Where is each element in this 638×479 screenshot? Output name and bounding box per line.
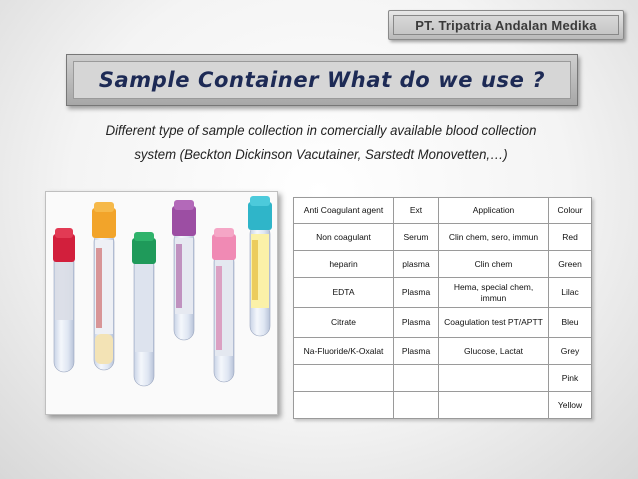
header-ext: Ext — [394, 198, 439, 224]
cell-agent: Na-Fluoride/K-Oxalat — [294, 338, 394, 365]
cell-agent: heparin — [294, 251, 394, 278]
table-row — [294, 308, 592, 338]
table-row — [294, 392, 592, 419]
cell-ext: Serum — [394, 224, 439, 251]
header-application: Application — [439, 198, 549, 224]
company-name: PT. Tripatria Andalan Medika — [393, 15, 619, 35]
table-row — [294, 338, 592, 365]
blood-tubes-illustration — [46, 192, 278, 415]
cell-application: Clin chem — [439, 251, 549, 278]
page-title: Sample Container What do we use ? — [98, 68, 546, 92]
cell-colour: Lilac — [549, 278, 592, 308]
tube-green — [132, 232, 156, 386]
cell-colour: Red — [549, 224, 592, 251]
company-banner — [388, 10, 624, 40]
cell-ext: Plasma — [394, 278, 439, 308]
title-box — [66, 54, 578, 106]
cell-application: Hema, special chem, immun — [439, 278, 549, 308]
tube-pink — [212, 228, 236, 382]
cell-application: Clin chem, sero, immun — [439, 224, 549, 251]
cell-ext: Plasma — [394, 308, 439, 338]
header-colour: Colour — [549, 198, 592, 224]
cell-ext: plasma — [394, 251, 439, 278]
table-header-row — [294, 198, 592, 224]
subtitle — [72, 118, 570, 166]
cell-colour: Pink — [549, 365, 592, 392]
table-row — [294, 365, 592, 392]
cell-colour: Green — [549, 251, 592, 278]
subtitle-line-1: Different type of sample collection in comercially available blood collection — [105, 122, 537, 138]
cell-agent — [294, 365, 394, 392]
cell-application — [439, 392, 549, 419]
cell-agent: Citrate — [294, 308, 394, 338]
tube-lavender — [172, 200, 196, 340]
tube-red — [53, 228, 75, 372]
table-row — [294, 251, 592, 278]
cell-agent: Non coagulant — [294, 224, 394, 251]
header-anticoagulant: Anti Coagulant agent — [294, 198, 394, 224]
cell-application: Coagulation test PT/APTT — [439, 308, 549, 338]
sample-container-table — [293, 197, 592, 419]
tube-cyan — [248, 196, 272, 336]
table-row — [294, 278, 592, 308]
cell-ext: Plasma — [394, 338, 439, 365]
cell-colour: Grey — [549, 338, 592, 365]
subtitle-line-2: system (Beckton Dickinson Vacutainer, Sarstedt Monovetten,…) — [134, 146, 508, 162]
blood-tubes-photo — [45, 191, 278, 415]
cell-colour: Bleu — [549, 308, 592, 338]
tube-gold — [92, 202, 116, 370]
cell-agent — [294, 392, 394, 419]
cell-application: Glucose, Lactat — [439, 338, 549, 365]
table-row — [294, 224, 592, 251]
cell-ext — [394, 365, 439, 392]
cell-ext — [394, 392, 439, 419]
cell-colour: Yellow — [549, 392, 592, 419]
cell-agent: EDTA — [294, 278, 394, 308]
cell-application — [439, 365, 549, 392]
